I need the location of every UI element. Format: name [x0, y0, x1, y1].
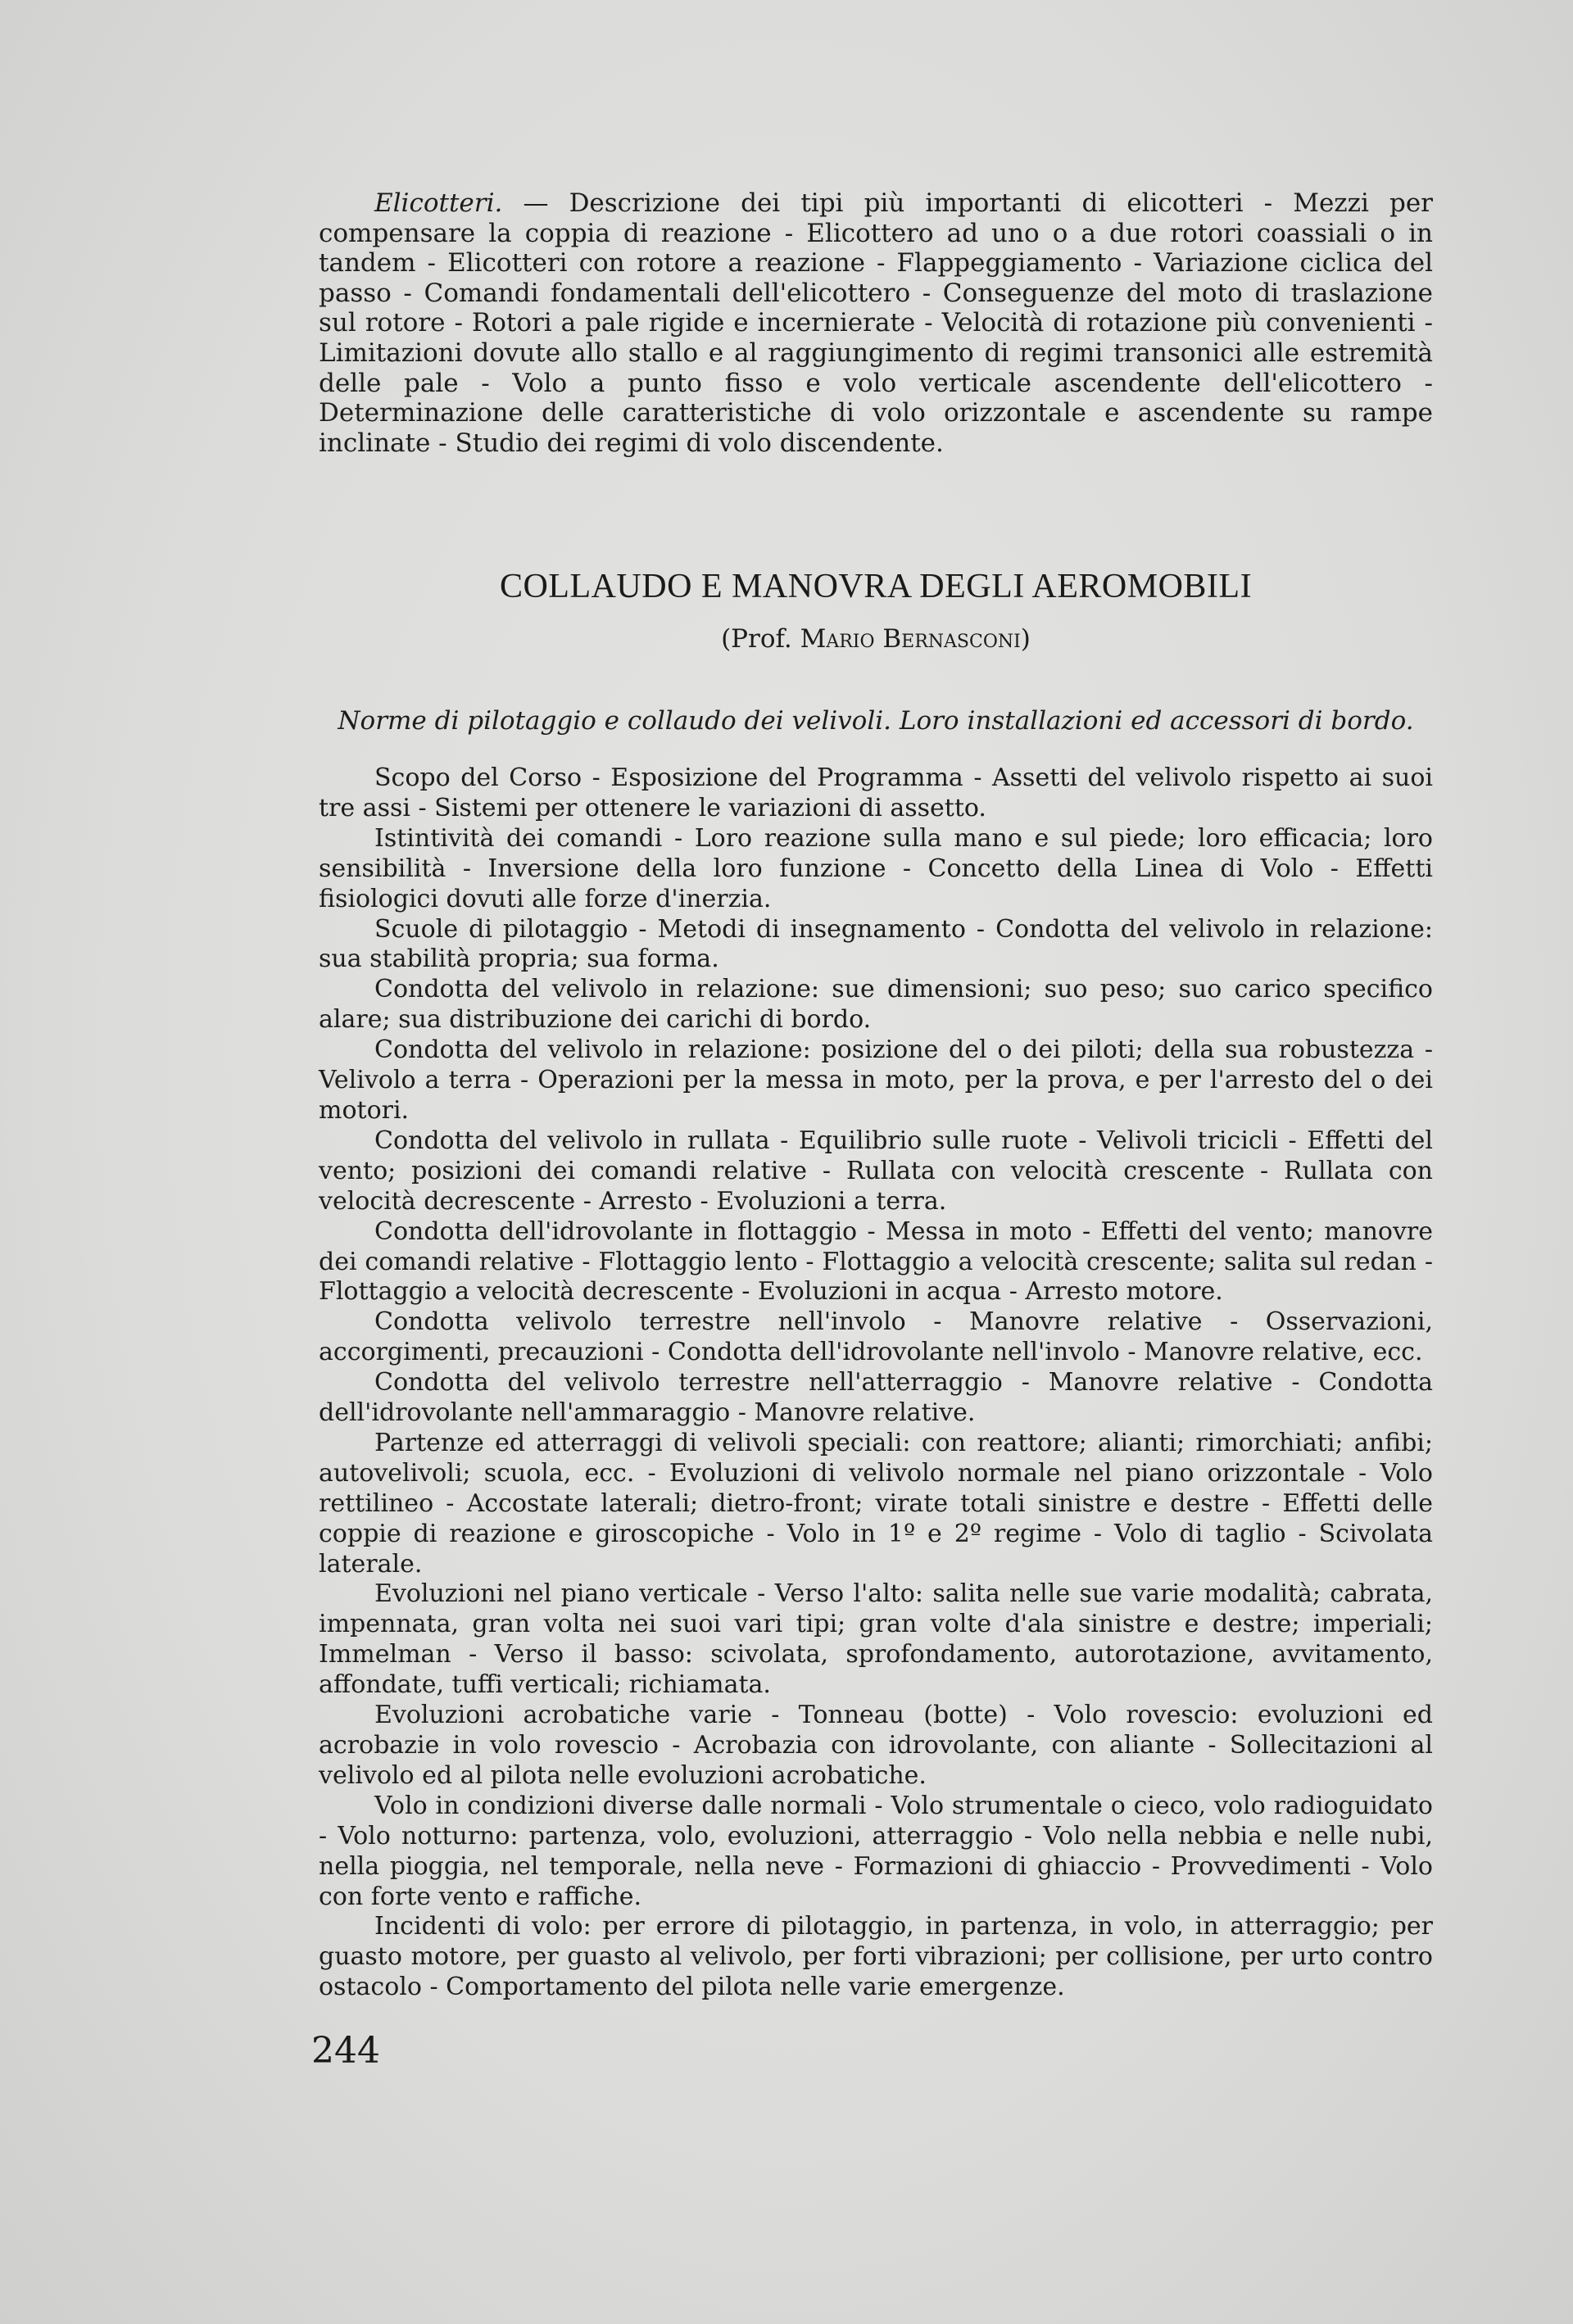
paragraph-flottaggio: Condotta dell'idrovolante in flottaggio - Messa in moto - Effetti del vento; manovre dei comandi relative - Flottaggio lento - Flottaggio a velocità crescente; salita sul redan - Flottaggio a velocità decrescente - Evoluzioni in acqua - Arresto motore.	[319, 1216, 1433, 1307]
page-number: 244	[311, 2030, 380, 2072]
paragraph-piano-verticale: Evoluzioni nel piano verticale - Verso l'alto: salita nelle sue varie modalità; cabrata, impennata, gran volta nei suoi vari tipi; gran volte d'ala sinistre e destre; imperiali; Immelman - Verso il basso: scivolata, sprofondamento, autorotazione, avvitamento, affondate, tuffi verticali; richiamata.	[319, 1579, 1433, 1700]
paragraph-rullata: Condotta del velivolo in rullata - Equilibrio sulle ruote - Velivoli tricicli - Effetti del vento; posizioni dei comandi relative - Rullata con velocità crescente - Rullata con velocità decrescente - Arresto - Evoluzioni a terra.	[319, 1126, 1433, 1216]
paragraph-incidenti: Incidenti di volo: per errore di pilotaggio, in partenza, in volo, in atterraggio; per guasto motore, per guasto al velivolo, per forti vibrazioni; per collisione, per urto contro ostacolo - Comportamento del pilota nelle varie emergenze.	[319, 1912, 1433, 2002]
section-title: COLLAUDO E MANOVRA DEGLI AEROMOBILI	[499, 568, 1253, 605]
professor-prefix: (Prof.	[721, 624, 800, 654]
professor-line	[319, 624, 1433, 654]
paragraph-scuole: Scuole di pilotaggio - Metodi di insegnamento - Condotta del velivolo in relazione: sua stabilità propria; sua forma.	[319, 914, 1433, 974]
paragraph-piloti: Condotta del velivolo in relazione: posizione del o dei piloti; della sua robustezza - Velivolo a terra - Operazioni per la messa in moto, per la prova, e per l'arresto del o dei motori.	[319, 1035, 1433, 1125]
paragraph-involo: Condotta velivolo terrestre nell'involo - Manovre relative - Osservazioni, accorgimenti, precauzioni - Condotta dell'idrovolante nell'involo - Manovre relative, ecc.	[319, 1307, 1433, 1367]
elicotteri-lead: Elicotteri.	[374, 188, 503, 218]
paragraph-istintivita: Istintività dei comandi - Loro reazione sulla mano e sul piede; loro efficacia; loro sensibilità - Inversione della loro funzione - Concetto della Linea di Volo - Effetti fisiologici dovuti alle forze d'inerzia.	[319, 823, 1433, 913]
professor-suffix: )	[1020, 624, 1031, 654]
paragraph-acrobatiche: Evoluzioni acrobatiche varie - Tonneau (botte) - Volo rovescio: evoluzioni ed acrobazie in volo rovescio - Acrobazia con idrovolante, con aliante - Sollecitazioni al velivolo ed al pilota nelle evoluzioni acrobatiche.	[319, 1701, 1433, 1790]
intro-paragraph	[319, 188, 1433, 458]
elicotteri-text: — Descrizione dei tipi più importanti di elicotteri - Mezzi per compensare la coppia di reazione - Elicottero ad uno o a due rotori coassiali o in tandem - Elicotteri con rotore a reazione - Flappeggiamento - Variazione ciclica del passo - Comandi fondamentali dell'elicottero - Conseguenze del moto di traslazione sul rotore - Rotori a pale rigide e incernierate - Velocità di rotazione più convenienti - Limitazioni dovute allo stallo e al raggiungimento di regimi transonici alle estremità delle pale - Volo a punto fisso e volo verticale ascendente dell'elicottero - Determinazione delle caratteristiche di volo orizzontale e ascendente su rampe inclinate - Studio dei regimi di volo discendente.	[319, 188, 1433, 458]
paragraph-partenze: Partenze ed atterraggi di velivoli speciali: con reattore; alianti; rimorchiati; anfibi; autovelivoli; scuola, ecc. - Evoluzioni di velivolo normale nel piano orizzontale - Volo rettilineo - Accostate laterali; dietro-front; virate totali sinistre e destre - Effetti delle coppie di reazione e giroscopiche - Volo in 1º e 2º regime - Volo di taglio - Scivolata laterale.	[319, 1428, 1433, 1579]
section-subtitle: Norme di pilotaggio e collaudo dei velivoli. Loro installazioni ed accessori di bordo.	[338, 706, 1414, 736]
professor-name: Mario Bernasconi	[800, 624, 1021, 654]
paragraph-scopo: Scopo del Corso - Esposizione del Programma - Assetti del velivolo rispetto ai suoi tre assi - Sistemi per ottenere le variazioni di assetto.	[319, 763, 1433, 822]
paragraph-dimensioni: Condotta del velivolo in relazione: sue dimensioni; suo peso; suo carico specifico alare; sua distribuzione dei carichi di bordo.	[319, 975, 1433, 1035]
paragraph-condizioni-diverse: Volo in condizioni diverse dalle normali - Volo strumentale o cieco, volo radioguidato - Volo notturno: partenza, volo, evoluzioni, atterraggio - Volo nella nebbia e nelle nubi, nella pioggia, nel temporale, nella neve - Formazioni di ghiaccio - Provvedimenti - Volo con forte vento e raffiche.	[319, 1791, 1433, 1911]
course-program	[319, 763, 1433, 2003]
elicotteri-paragraph	[319, 188, 1433, 458]
paragraph-atterraggio: Condotta del velivolo terrestre nell'atterraggio - Manovre relative - Condotta dell'idrovolante nell'ammaraggio - Manovre relative.	[319, 1368, 1433, 1428]
